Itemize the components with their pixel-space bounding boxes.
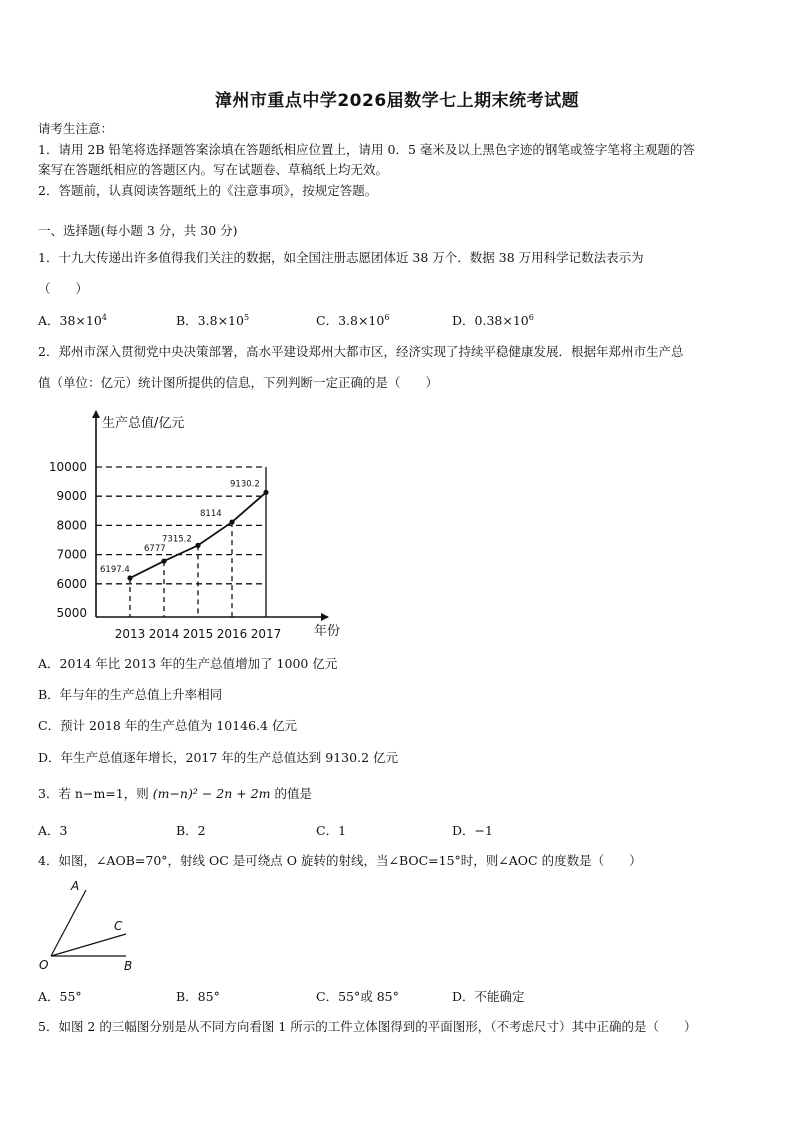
x-tick-label-2016: 2016 (216, 627, 248, 641)
x-tick-label-2015: 2015 (182, 627, 214, 641)
y-tick-label-8000: 8000 (56, 518, 87, 533)
data-point-2016 (229, 519, 234, 524)
question-2-option-a: A．2014 年比 2013 年的生产总值增加了 1000 亿元 (38, 656, 338, 671)
q1-option-c: C．$3.8\times 10^6$ (316, 312, 390, 328)
point-label-c: C (114, 919, 123, 933)
x-tick-label-2017: 2017 (250, 627, 282, 641)
notice-item-1-line-1: 1．请用 2B 铅笔将选择题答案涂填在答题纸相应位置上，请用 0．5 毫米及以上黑色字迹的钢笔或签字笔将主观题的答 (38, 142, 695, 157)
y-tick-label-10000: 10000 (48, 460, 87, 474)
data-label-2017: 9130.2 (230, 479, 260, 490)
q3-option-d: D．−1 (452, 823, 493, 838)
gdp-line-chart (38, 405, 358, 645)
data-label-2015: 7315.2 (162, 534, 192, 545)
q4-option-a: A．55° (38, 989, 82, 1004)
y-tick-label-9000: 9000 (56, 489, 87, 504)
question-2-option-b: B．年与年的生产总值上升率相同 (38, 687, 223, 702)
point-label-a: A (71, 879, 80, 893)
question-3-expression: (m−n)² − 2n + 2m (152, 786, 271, 801)
point-label-b: B (124, 959, 133, 973)
data-point-2014 (161, 559, 166, 564)
question-5-stem: 5．如图 2 的三幅图分别是从不同方向看图 1 所示的工件立体图得到的平面图形，（不考虑尺寸）其中正确的是（ ） (38, 1019, 697, 1034)
y-tick-label-5000: 5000 (56, 606, 87, 620)
q3-option-c: C．1 (316, 823, 347, 838)
q4-option-d: D．不能确定 (452, 989, 525, 1004)
data-label-2013: 6197.4 (100, 565, 130, 576)
question-2-option-d: D．年生产总值逐年增长，2017 年的生产总值达到 9130.2 亿元 (38, 750, 398, 765)
data-point-2017 (263, 490, 268, 495)
exam-title: 漳州市重点中学2026届数学七上期末统考试题 (214, 91, 580, 111)
data-label-2016: 8114 (200, 509, 222, 520)
q1-option-b: B．$3.8\times 10^5$ (176, 312, 250, 328)
notice-item-1-line-2: 案写在答题纸相应的答题区内。写在试题卷、草稿纸上均无效。 (38, 162, 389, 177)
q3-option-a: A．3 (38, 823, 68, 838)
x-axis-label: 年份 (314, 624, 341, 639)
question-2-option-c: C．预计 2018 年的生产总值为 10146.4 亿元 (38, 718, 297, 733)
q4-option-c: C．55°或 85° (316, 989, 399, 1004)
data-label-2014: 6777 (144, 544, 166, 555)
q1-option-a: A．$38\times 10^4$ (38, 312, 107, 328)
question-4-stem: 4．如图，∠AOB=70°，射线 OC 是可绕点 O 旋转的射线，当∠BOC=15°时，则∠AOC 的度数是（ ） (38, 853, 642, 868)
data-point-2013 (127, 575, 132, 580)
question-2-stem-line-2: 值（单位：亿元）统计图所提供的信息，下列判断一定正确的是（ ） (38, 375, 439, 390)
q3-option-b: B．2 (176, 823, 206, 838)
x-tick-label-2013: 2013 (114, 627, 146, 641)
q1-option-d: D．$0.38\times 10^6$ (452, 312, 534, 328)
angle-diagram (34, 874, 144, 978)
question-1-stem: 1．十九大传递出许多值得我们关注的数据，如全国注册志愿团体近 38 万个．数据 38 万用科学记数法表示为 (38, 250, 644, 265)
ray-oc (51, 934, 126, 956)
data-point-2015 (195, 543, 200, 548)
question-3-stem: 3．若 n−m=1，则 (m−n)² − 2n + 2m 的值是 (38, 786, 313, 801)
point-label-o: O (39, 958, 49, 972)
y-tick-label-6000: 6000 (56, 576, 87, 591)
ray-oa (51, 890, 86, 956)
x-tick-label-2014: 2014 (148, 627, 180, 641)
y-axis-label: 生产总值/亿元 (102, 416, 185, 431)
question-2-stem-line-1: 2．郑州市深入贯彻党中央决策部署，高水平建设郑州大都市区，经济实现了持续平稳健康发展．根据年郑州市生产总 (38, 344, 684, 359)
section-heading: 一、选择题(每小题 3 分，共 30 分) (38, 223, 238, 238)
notice-item-2: 2．答题前，认真阅读答题纸上的《注意事项》，按规定答题。 (38, 183, 378, 198)
y-tick-label-7000: 7000 (56, 547, 87, 562)
question-1-paren: （ ） (38, 281, 89, 296)
q4-option-b: B．85° (176, 989, 220, 1004)
notice-heading: 请考生注意： (38, 121, 114, 136)
